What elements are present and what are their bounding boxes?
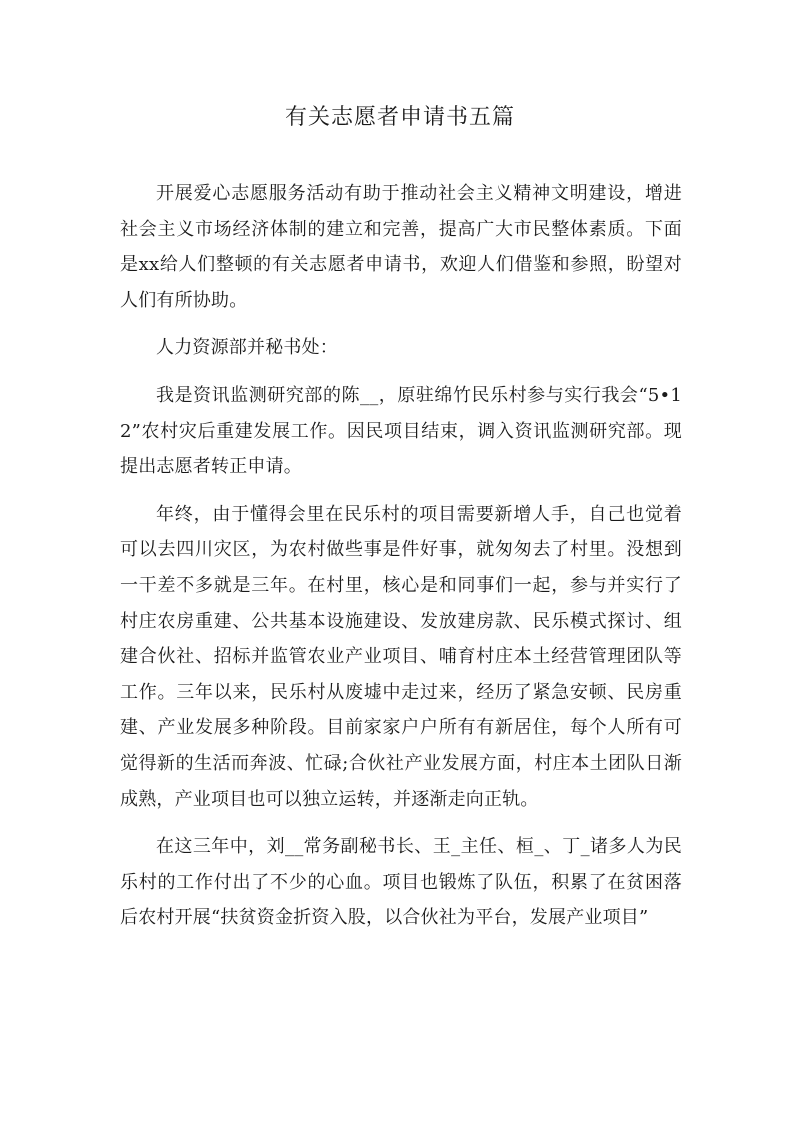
paragraph-intro: 开展爱心志愿服务活动有助于推动社会主义精神文明建设，增进社会主义市场经济体制的建立和完善，提高广大市民整体素质。下面是xx给人们整顿的有关志愿者申请书，欢迎人们借鉴和参照，盼望对人们有所协助。: [120, 183, 682, 311]
paragraph-salutation: 人力资源部并秘书处：: [156, 337, 338, 359]
paragraph-acknowledgements: 在这三年中，刘__常务副秘书长、王_主任、桓_、丁_诸多人为民乐村的工作付出了不少的心血。项目也锻炼了队伍，积累了在贫困落后农村开展“扶贫资金折资入股，以合伙社为平台，发展产业项目”: [120, 836, 682, 929]
document-body: [120, 176, 682, 948]
paragraph-work-history: 年终，由于懂得会里在民乐村的项目需要新增人手，自己也觉着可以去四川灾区，为农村做些事是件好事，就匆匆去了村里。没想到一干差不多就是三年。在村里，核心是和同事们一起，参与并实行了村庄农房重建、公共基本设施建设、发放建房款、民乐模式探讨、组建合伙社、招标并监管农业产业项目、哺育村庄本土经营管理团队等工作。三年以来，民乐村从废墟中走过来，经历了紧急安顿、民房重建、产业发展多种阶段。目前家家户户所有有新居住，每个人所有可觉得新的生活而奔波、忙碌;合伙社产业发展方面，村庄本土团队日渐成熟，产业项目也可以独立运转，并逐渐走向正轨。: [120, 503, 682, 810]
document-title: 有关志愿者申请书五篇: [284, 105, 515, 130]
paragraph-self-introduction: 我是资讯监测研究部的陈__，原驻绵竹民乐村参与实行我会“5•12”农村灾后重建发展工作。因民项目结束，调入资讯监测研究部。现提出志愿者转正申请。: [120, 384, 682, 478]
